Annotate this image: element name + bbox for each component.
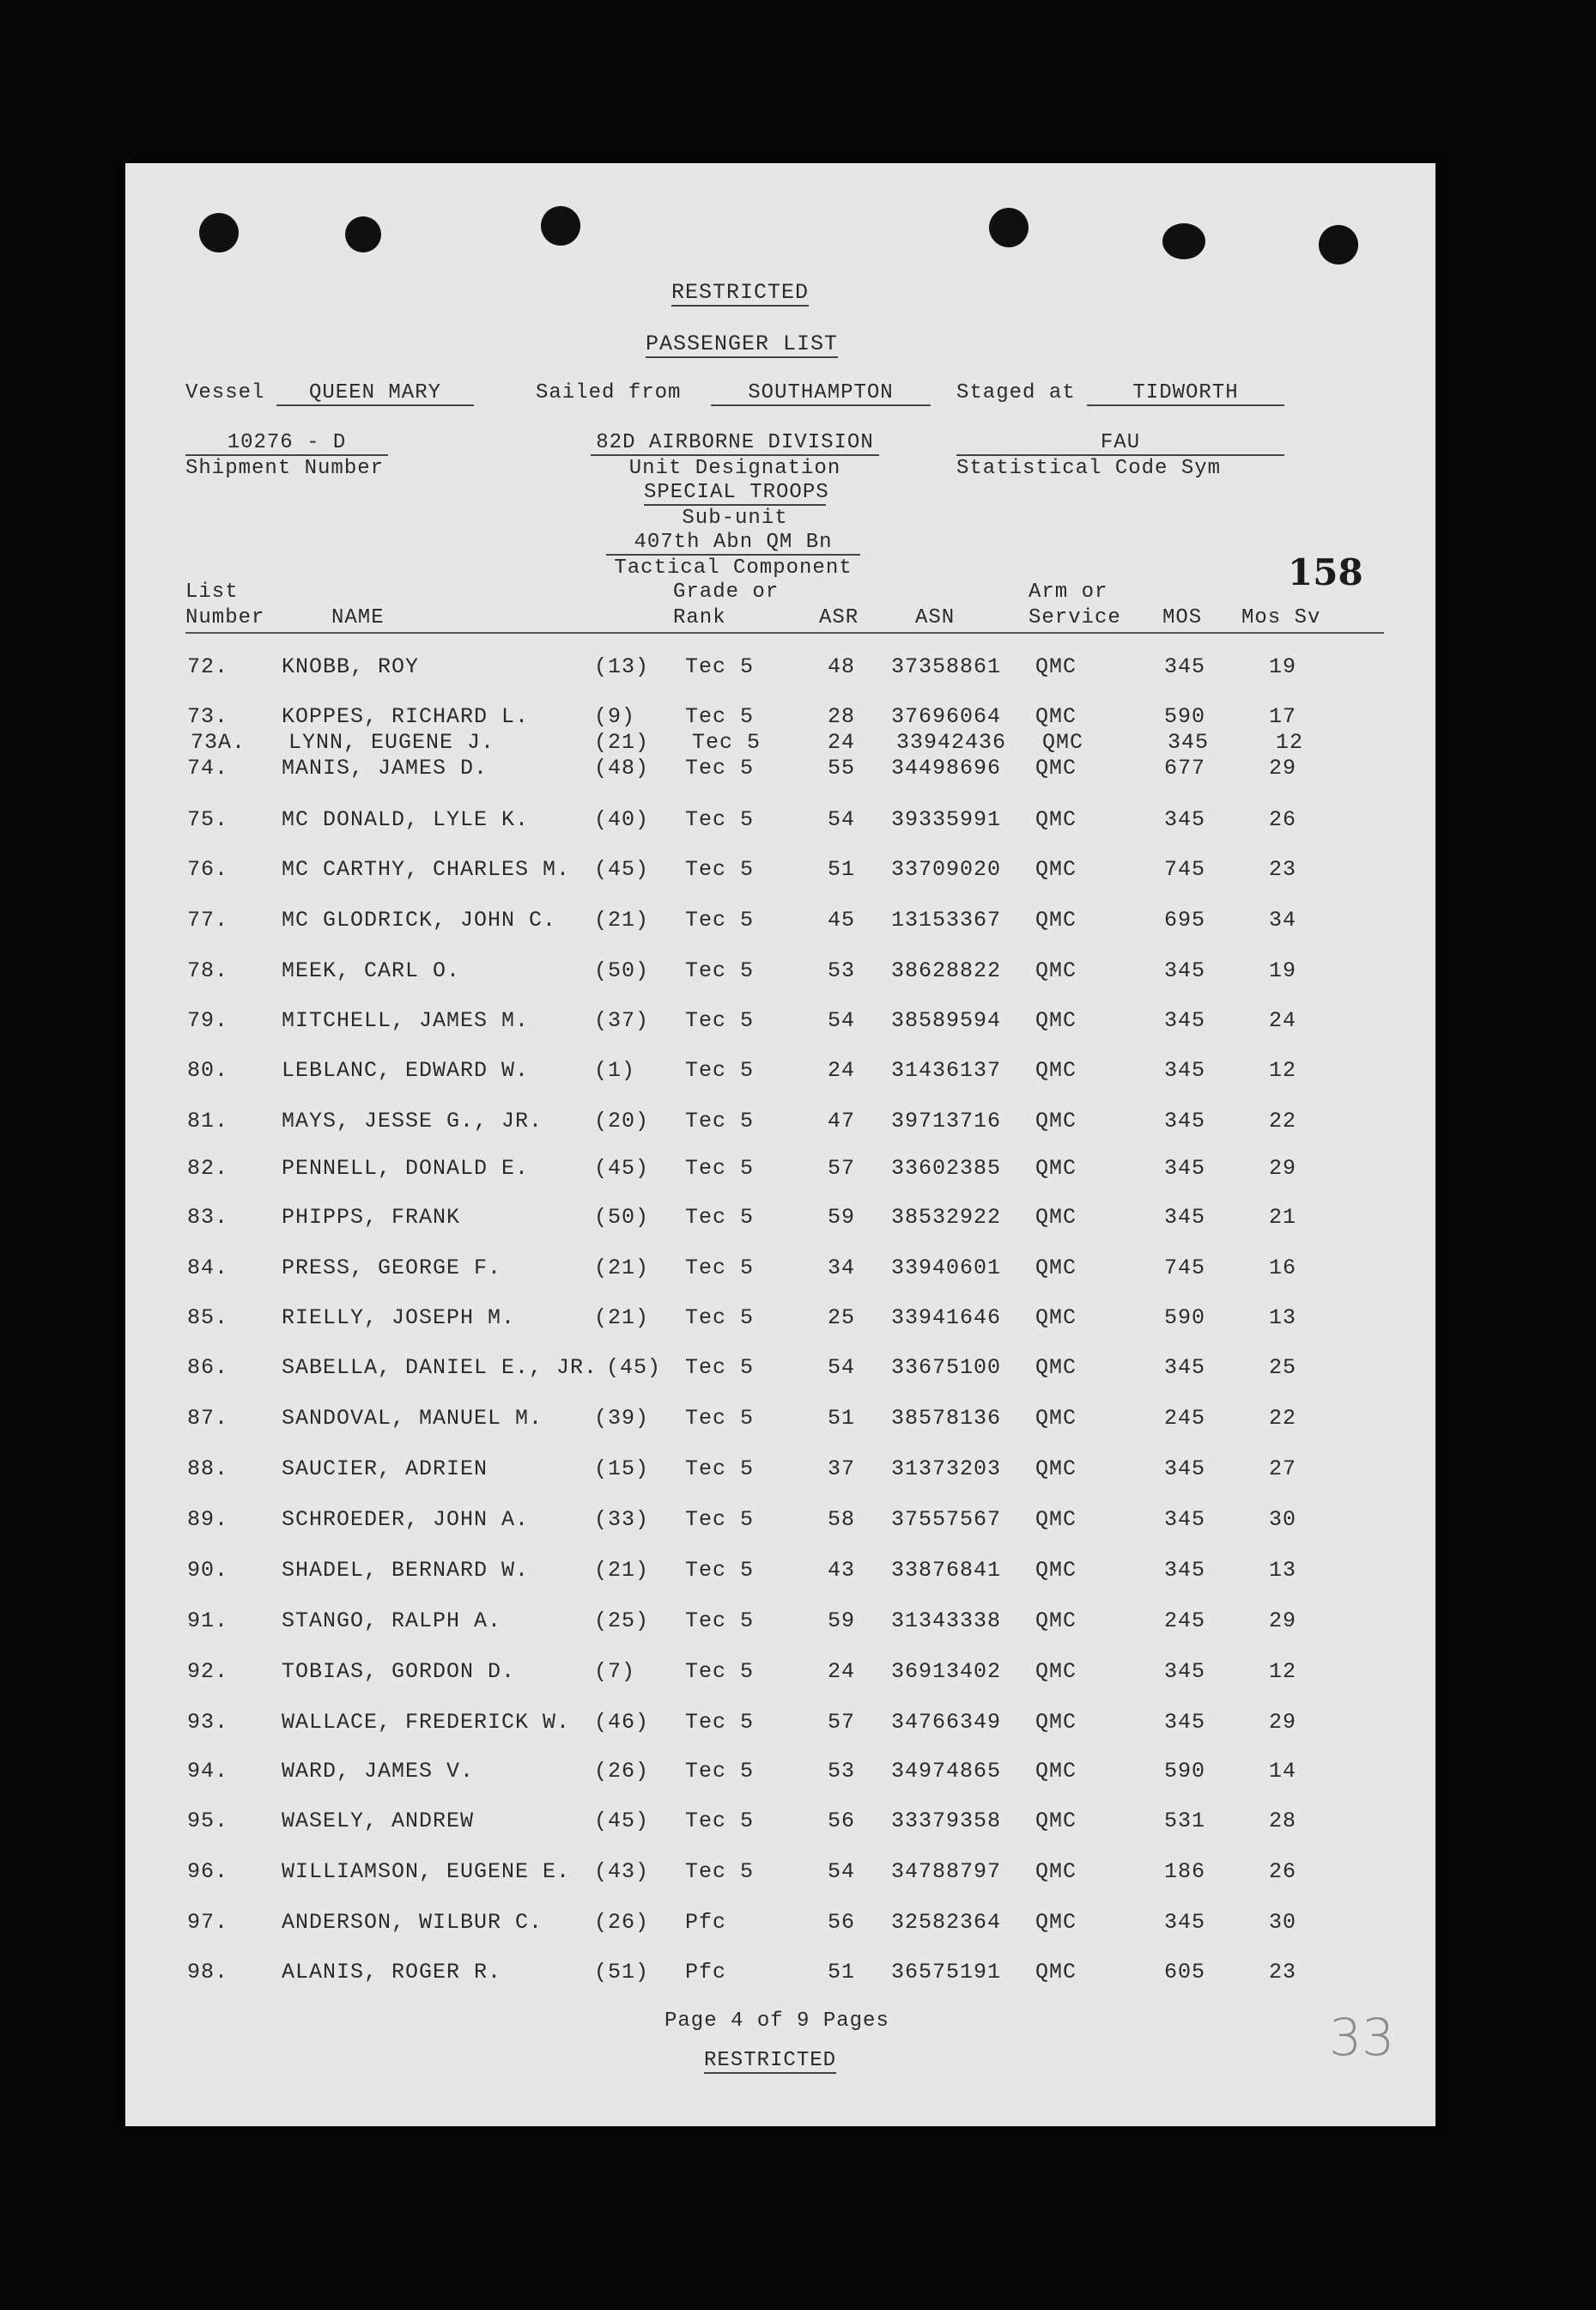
col-grade-2: Rank [673, 606, 726, 629]
punch-hole-5 [1162, 223, 1205, 259]
table-row: 75. MC DONALD, LYLE K. (40) Tec 5 54 39335991 QMC 345 26 [187, 807, 1297, 832]
col-asr: ASR [819, 606, 859, 629]
staged-at-value: TIDWORTH [1087, 381, 1284, 406]
col-grade-1: Grade or [673, 581, 780, 604]
sailed-from-value: SOUTHAMPTON [711, 381, 931, 406]
table-row: 84. PRESS, GEORGE F. (21) Tec 5 34 33940601 QMC 745 16 [187, 1255, 1297, 1280]
table-row: 96. WILLIAMSON, EUGENE E. (43) Tec 5 54 34788797 QMC 186 26 [187, 1859, 1297, 1884]
restricted-heading: RESTRICTED [671, 280, 810, 305]
document-page [125, 163, 1435, 2126]
tactical-component-value: 407th Abn QM Bn [606, 531, 860, 556]
unit-designation-value: 82D AIRBORNE DIVISION [591, 431, 879, 456]
table-row: 94. WARD, JAMES V. (26) Tec 5 53 34974865 QMC 590 14 [187, 1759, 1297, 1784]
shipment-number-value: 10276 - D [185, 431, 388, 456]
table-row: 97. ANDERSON, WILBUR C. (26) Pfc 56 32582364 QMC 345 30 [187, 1910, 1297, 1935]
table-row: 80. LEBLANC, EDWARD W. (1) Tec 5 24 31436137 QMC 345 12 [187, 1058, 1297, 1083]
unit-designation-label: Unit Designation [628, 457, 841, 480]
table-row: 72. KNOBB, ROY (13) Tec 5 48 37358861 QMC 345 19 [187, 654, 1297, 679]
col-mos: MOS [1162, 606, 1203, 629]
sub-unit-label: Sub-unit [682, 507, 788, 530]
sub-unit-value: SPECIAL TROOPS [644, 481, 829, 504]
table-row: 90. SHADEL, BERNARD W. (21) Tec 5 43 33876841 QMC 345 13 [187, 1558, 1297, 1583]
statistical-code-label: Statistical Code Sym [956, 457, 1222, 480]
restricted-footer: RESTRICTED [704, 2049, 837, 2072]
table-row: 85. RIELLY, JOSEPH M. (21) Tec 5 25 33941646 QMC 590 13 [187, 1305, 1297, 1330]
col-name: NAME [331, 606, 385, 629]
punch-hole-2 [345, 216, 381, 252]
table-row: 98. ALANIS, ROGER R. (51) Pfc 51 36575191 QMC 605 23 [187, 1960, 1297, 1985]
table-row: 93. WALLACE, FREDERICK W. (46) Tec 5 57 34766349 QMC 345 29 [187, 1710, 1297, 1735]
vessel-value: QUEEN MARY [276, 381, 474, 406]
page-stamp-number: 158 [1288, 551, 1363, 593]
tactical-component-label: Tactical Component [614, 556, 853, 580]
table-row: 86. SABELLA, DANIEL E., JR. (45) Tec 5 54 33675100 QMC 345 25 [187, 1355, 1297, 1380]
header-rule [185, 632, 1384, 634]
table-row: 74. MANIS, JAMES D. (48) Tec 5 55 34498696 QMC 677 29 [187, 756, 1297, 781]
table-row: 81. MAYS, JESSE G., JR. (20) Tec 5 47 39713716 QMC 345 22 [187, 1109, 1297, 1134]
table-row: 87. SANDOVAL, MANUEL M. (39) Tec 5 51 38578136 QMC 245 22 [187, 1406, 1297, 1431]
col-asn: ASN [915, 606, 956, 629]
punch-hole-1 [199, 213, 239, 252]
table-row: 88. SAUCIER, ADRIEN (15) Tec 5 37 31373203 QMC 345 27 [187, 1456, 1297, 1481]
col-mos-sv: Mos Sv [1241, 606, 1321, 629]
col-arm-2: Service [1029, 606, 1121, 629]
handwritten-page-number: 33 [1329, 2008, 1395, 2068]
table-row: 89. SCHROEDER, JOHN A. (33) Tec 5 58 37557567 QMC 345 30 [187, 1507, 1297, 1532]
punch-hole-3 [541, 206, 580, 246]
page-count-text: Page 4 of 9 Pages [664, 2009, 889, 2033]
col-list-number-2: Number [185, 606, 265, 629]
table-row: 78. MEEK, CARL O. (50) Tec 5 53 38628822 QMC 345 19 [187, 958, 1297, 983]
table-row: 77. MC GLODRICK, JOHN C. (21) Tec 5 45 13153367 QMC 695 34 [187, 908, 1297, 933]
table-row: 82. PENNELL, DONALD E. (45) Tec 5 57 33602385 QMC 345 29 [187, 1156, 1297, 1181]
col-list-number-1: List [185, 581, 239, 604]
punch-hole-6 [1319, 225, 1358, 264]
vessel-label: Vessel [185, 381, 265, 404]
document-title: PASSENGER LIST [646, 331, 839, 356]
table-row: 91. STANGO, RALPH A. (25) Tec 5 59 31343338 QMC 245 29 [187, 1608, 1297, 1633]
statistical-code-value: FAU [956, 431, 1284, 456]
table-row: 95. WASELY, ANDREW (45) Tec 5 56 33379358 QMC 531 28 [187, 1808, 1297, 1833]
punch-hole-4 [989, 208, 1029, 247]
col-arm-1: Arm or [1029, 581, 1108, 604]
staged-at-label: Staged at [956, 381, 1076, 404]
table-row: 83. PHIPPS, FRANK (50) Tec 5 59 38532922 QMC 345 21 [187, 1205, 1297, 1230]
shipment-number-label: Shipment Number [185, 457, 385, 480]
sailed-from-label: Sailed from [536, 381, 682, 404]
table-row: 92. TOBIAS, GORDON D. (7) Tec 5 24 36913402 QMC 345 12 [187, 1659, 1297, 1684]
table-row: 73A. LYNN, EUGENE J. (21) Tec 5 24 33942436 QMC 345 12 [191, 730, 1304, 755]
table-row: 79. MITCHELL, JAMES M. (37) Tec 5 54 38589594 QMC 345 24 [187, 1008, 1297, 1033]
table-row: 76. MC CARTHY, CHARLES M. (45) Tec 5 51 33709020 QMC 745 23 [187, 857, 1297, 882]
table-row: 73. KOPPES, RICHARD L. (9) Tec 5 28 37696064 QMC 590 17 [187, 704, 1297, 729]
